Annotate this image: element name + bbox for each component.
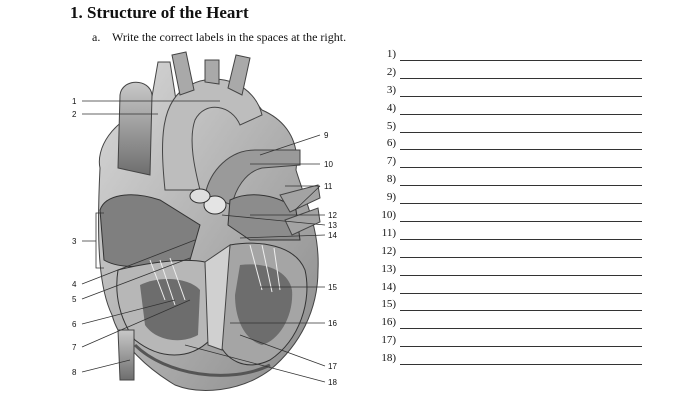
callout-5: 5 xyxy=(72,295,77,304)
answer-blank-line[interactable] xyxy=(400,364,642,365)
superior-vena-cava-shape xyxy=(118,82,152,175)
answer-row[interactable] xyxy=(380,208,650,226)
answer-blank-line[interactable] xyxy=(400,96,642,97)
answer-blank-line[interactable] xyxy=(400,132,642,133)
callout-12: 12 xyxy=(328,211,337,220)
callout-13: 13 xyxy=(328,221,337,230)
callout-15: 15 xyxy=(328,283,337,292)
answer-row[interactable] xyxy=(380,333,650,351)
answer-number: 2) xyxy=(386,65,396,78)
answer-row[interactable] xyxy=(380,297,650,315)
answer-row[interactable] xyxy=(380,65,650,83)
section-title: 1. Structure of the Heart xyxy=(70,3,249,22)
answer-number: 14) xyxy=(381,280,396,293)
answer-row[interactable] xyxy=(380,190,650,208)
answer-list xyxy=(380,47,650,369)
answer-blank-line[interactable] xyxy=(400,275,642,276)
callout-9: 9 xyxy=(324,131,329,140)
answer-row[interactable] xyxy=(380,47,650,65)
carotid-shape xyxy=(205,60,219,84)
answer-number: 5) xyxy=(386,119,396,132)
answer-blank-line[interactable] xyxy=(400,310,642,311)
answer-number: 12) xyxy=(381,244,396,257)
instruction-letter: a. xyxy=(92,30,101,44)
answer-row[interactable] xyxy=(380,101,650,119)
answer-row[interactable] xyxy=(380,244,650,262)
callout-11: 11 xyxy=(324,182,333,191)
answer-blank-line[interactable] xyxy=(400,60,642,61)
inferior-vena-cava-shape xyxy=(118,330,134,380)
callout-1: 1 xyxy=(72,97,77,106)
callout-2: 2 xyxy=(72,110,77,119)
answer-row[interactable] xyxy=(380,351,650,369)
answer-row[interactable] xyxy=(380,172,650,190)
answer-number: 7) xyxy=(386,155,396,168)
answer-blank-line[interactable] xyxy=(400,149,642,150)
answer-number: 3) xyxy=(386,83,396,96)
answer-blank-line[interactable] xyxy=(400,203,642,204)
answer-row[interactable] xyxy=(380,83,650,101)
answer-number: 18) xyxy=(381,352,396,365)
answer-row[interactable] xyxy=(380,280,650,298)
callout-6: 6 xyxy=(72,320,77,329)
answer-blank-line[interactable] xyxy=(400,346,642,347)
answer-number: 10) xyxy=(381,209,396,222)
callout-14: 14 xyxy=(328,231,337,240)
answer-number: 16) xyxy=(381,316,396,329)
answer-blank-line[interactable] xyxy=(400,78,642,79)
callout-17: 17 xyxy=(328,362,337,371)
answer-row[interactable] xyxy=(380,226,650,244)
callout-7: 7 xyxy=(72,343,77,352)
answer-row[interactable] xyxy=(380,136,650,154)
answer-blank-line[interactable] xyxy=(400,328,642,329)
answer-number: 17) xyxy=(381,334,396,347)
answer-blank-line[interactable] xyxy=(400,221,642,222)
callout-8: 8 xyxy=(72,368,77,377)
answer-number: 4) xyxy=(386,101,396,114)
answer-number: 13) xyxy=(381,262,396,275)
answer-row[interactable] xyxy=(380,315,650,333)
answer-blank-line[interactable] xyxy=(400,293,642,294)
answer-number: 1) xyxy=(386,48,396,60)
subclavian-shape xyxy=(228,55,250,95)
instruction-text: Write the correct labels in the spaces at the right. xyxy=(112,30,347,44)
answer-number: 11) xyxy=(381,226,396,239)
answer-blank-line[interactable] xyxy=(400,167,642,168)
answer-number: 15) xyxy=(381,298,396,311)
answer-blank-line[interactable] xyxy=(400,185,642,186)
callout-18: 18 xyxy=(328,378,337,387)
callout-16: 16 xyxy=(328,319,337,328)
answer-row[interactable] xyxy=(380,154,650,172)
answer-row[interactable] xyxy=(380,119,650,137)
answer-number: 8) xyxy=(386,173,396,186)
pulmonary-valve-shape xyxy=(190,189,210,203)
callout-3: 3 xyxy=(72,237,77,246)
answer-row[interactable] xyxy=(380,262,650,280)
callout-10: 10 xyxy=(324,160,333,169)
answer-blank-line[interactable] xyxy=(400,257,642,258)
answer-blank-line[interactable] xyxy=(400,239,642,240)
answer-number: 6) xyxy=(386,137,396,150)
answer-number: 9) xyxy=(386,191,396,204)
callout-4: 4 xyxy=(72,280,77,289)
brachiocephalic-shape xyxy=(172,52,194,95)
answer-blank-line[interactable] xyxy=(400,114,642,115)
